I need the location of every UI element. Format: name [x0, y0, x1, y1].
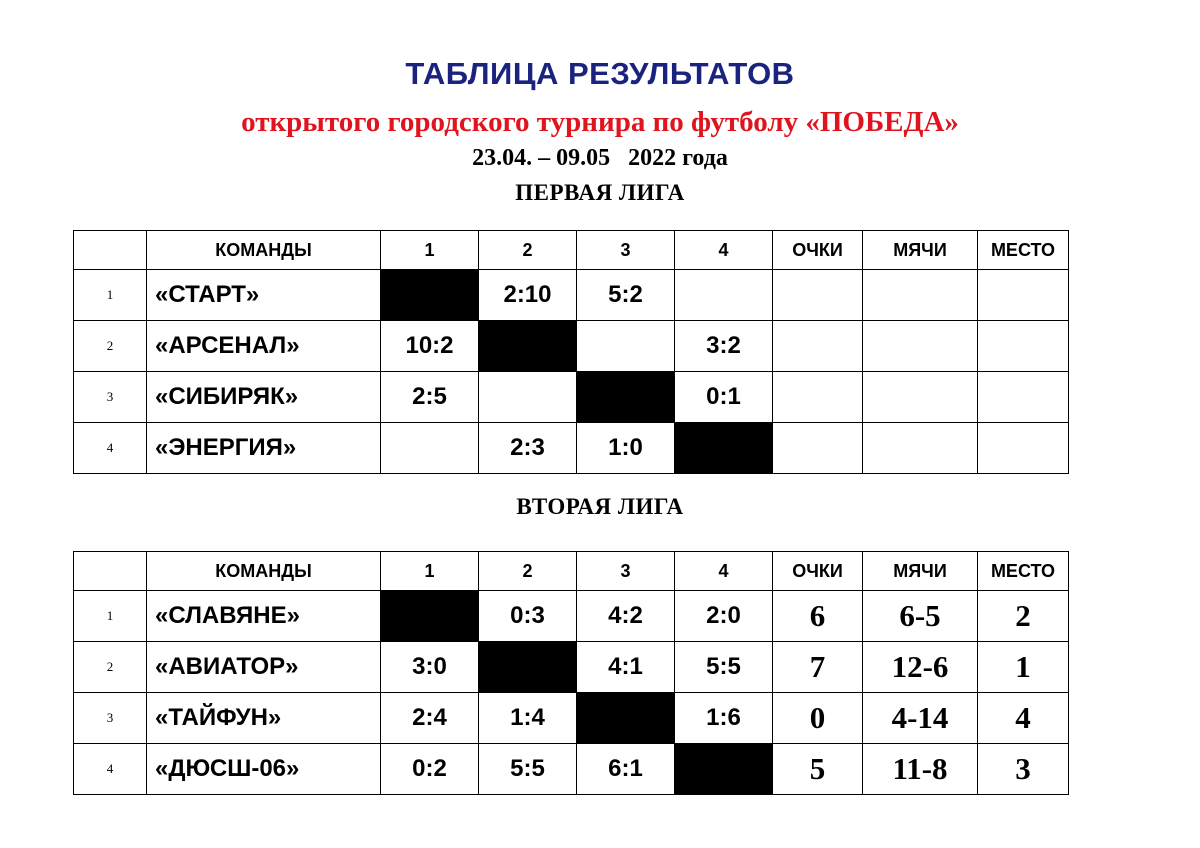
points-cell: 6 [773, 591, 863, 642]
header-cell-4: 4 [675, 231, 773, 270]
row-number: 4 [74, 423, 147, 474]
score-cell: 2:0 [675, 591, 773, 642]
header-cell-place: МЕСТО [978, 552, 1069, 591]
score-cell: 2:3 [479, 423, 577, 474]
goals-cell: 11-8 [863, 744, 978, 795]
score-cell: 0:3 [479, 591, 577, 642]
page-title: ТАБЛИЦА РЕЗУЛЬТАТОВ [405, 56, 795, 91]
self-match-cell [381, 591, 479, 642]
team-name: «СИБИРЯК» [147, 372, 381, 423]
score-cell: 2:4 [381, 693, 479, 744]
table-row [74, 423, 1069, 474]
team-name: «СЛАВЯНЕ» [147, 591, 381, 642]
table-row [74, 372, 1069, 423]
header-cell-points: ОЧКИ [773, 231, 863, 270]
score-cell: 4:1 [577, 642, 675, 693]
score-cell: 10:2 [381, 321, 479, 372]
score-cell: 2:10 [479, 270, 577, 321]
score-cell: 3:0 [381, 642, 479, 693]
header-cell-4: 4 [675, 552, 773, 591]
team-name: «АРСЕНАЛ» [147, 321, 381, 372]
header-cell-1: 1 [381, 552, 479, 591]
row-number: 4 [74, 744, 147, 795]
team-name: «АВИАТОР» [147, 642, 381, 693]
header-cell-num [74, 231, 147, 270]
points-cell [773, 372, 863, 423]
row-number: 1 [74, 591, 147, 642]
header-cell-3: 3 [577, 552, 675, 591]
score-cell: 2:5 [381, 372, 479, 423]
place-cell [978, 423, 1069, 474]
goals-cell [863, 321, 978, 372]
self-match-cell [577, 693, 675, 744]
place-cell: 3 [978, 744, 1069, 795]
score-cell: 5:2 [577, 270, 675, 321]
results-table-first-league [73, 230, 1069, 474]
score-cell: 5:5 [675, 642, 773, 693]
points-cell [773, 423, 863, 474]
header-cell-points: ОЧКИ [773, 552, 863, 591]
table-header-row [74, 552, 1069, 591]
league-title-first: ПЕРВАЯ ЛИГА [515, 180, 685, 205]
place-cell: 2 [978, 591, 1069, 642]
points-cell: 5 [773, 744, 863, 795]
self-match-cell [479, 642, 577, 693]
score-cell: 5:5 [479, 744, 577, 795]
table-row [74, 693, 1069, 744]
header-cell-teams: КОМАНДЫ [147, 552, 381, 591]
header-cell-2: 2 [479, 231, 577, 270]
row-number: 3 [74, 372, 147, 423]
league-title-second: ВТОРАЯ ЛИГА [516, 494, 684, 519]
score-cell: 6:1 [577, 744, 675, 795]
table-row [74, 591, 1069, 642]
self-match-cell [479, 321, 577, 372]
goals-cell [863, 423, 978, 474]
header-cell-num [74, 552, 147, 591]
table-row [74, 642, 1069, 693]
team-name: «ТАЙФУН» [147, 693, 381, 744]
score-cell: 4:2 [577, 591, 675, 642]
row-number: 3 [74, 693, 147, 744]
header-cell-2: 2 [479, 552, 577, 591]
score-cell [577, 321, 675, 372]
row-number: 1 [74, 270, 147, 321]
header-cell-3: 3 [577, 231, 675, 270]
goals-cell: 12-6 [863, 642, 978, 693]
points-cell [773, 321, 863, 372]
header-cell-goals: МЯЧИ [863, 231, 978, 270]
table-row [74, 270, 1069, 321]
score-cell [479, 372, 577, 423]
points-cell: 7 [773, 642, 863, 693]
goals-cell [863, 372, 978, 423]
score-cell: 0:1 [675, 372, 773, 423]
tournament-subtitle: открытого городского турнира по футболу «ПОБЕДА» [241, 106, 959, 138]
place-cell [978, 270, 1069, 321]
points-cell [773, 270, 863, 321]
score-cell [381, 423, 479, 474]
place-cell: 1 [978, 642, 1069, 693]
header-cell-teams: КОМАНДЫ [147, 231, 381, 270]
team-name: «ЭНЕРГИЯ» [147, 423, 381, 474]
row-number: 2 [74, 642, 147, 693]
header-cell-goals: МЯЧИ [863, 552, 978, 591]
score-cell: 0:2 [381, 744, 479, 795]
score-cell: 1:0 [577, 423, 675, 474]
self-match-cell [675, 423, 773, 474]
row-number: 2 [74, 321, 147, 372]
place-cell: 4 [978, 693, 1069, 744]
table-row [74, 744, 1069, 795]
goals-cell: 4-14 [863, 693, 978, 744]
goals-cell: 6-5 [863, 591, 978, 642]
score-cell: 3:2 [675, 321, 773, 372]
self-match-cell [381, 270, 479, 321]
score-cell: 1:6 [675, 693, 773, 744]
score-cell [675, 270, 773, 321]
self-match-cell [577, 372, 675, 423]
header-cell-place: МЕСТО [978, 231, 1069, 270]
table-row [74, 321, 1069, 372]
tournament-dates: 23.04. – 09.05 2022 года [472, 145, 728, 171]
score-cell: 1:4 [479, 693, 577, 744]
header-cell-1: 1 [381, 231, 479, 270]
results-table-second-league [73, 551, 1069, 795]
team-name: «ДЮСШ-06» [147, 744, 381, 795]
place-cell [978, 372, 1069, 423]
self-match-cell [675, 744, 773, 795]
goals-cell [863, 270, 978, 321]
points-cell: 0 [773, 693, 863, 744]
team-name: «СТАРТ» [147, 270, 381, 321]
table-header-row [74, 231, 1069, 270]
place-cell [978, 321, 1069, 372]
